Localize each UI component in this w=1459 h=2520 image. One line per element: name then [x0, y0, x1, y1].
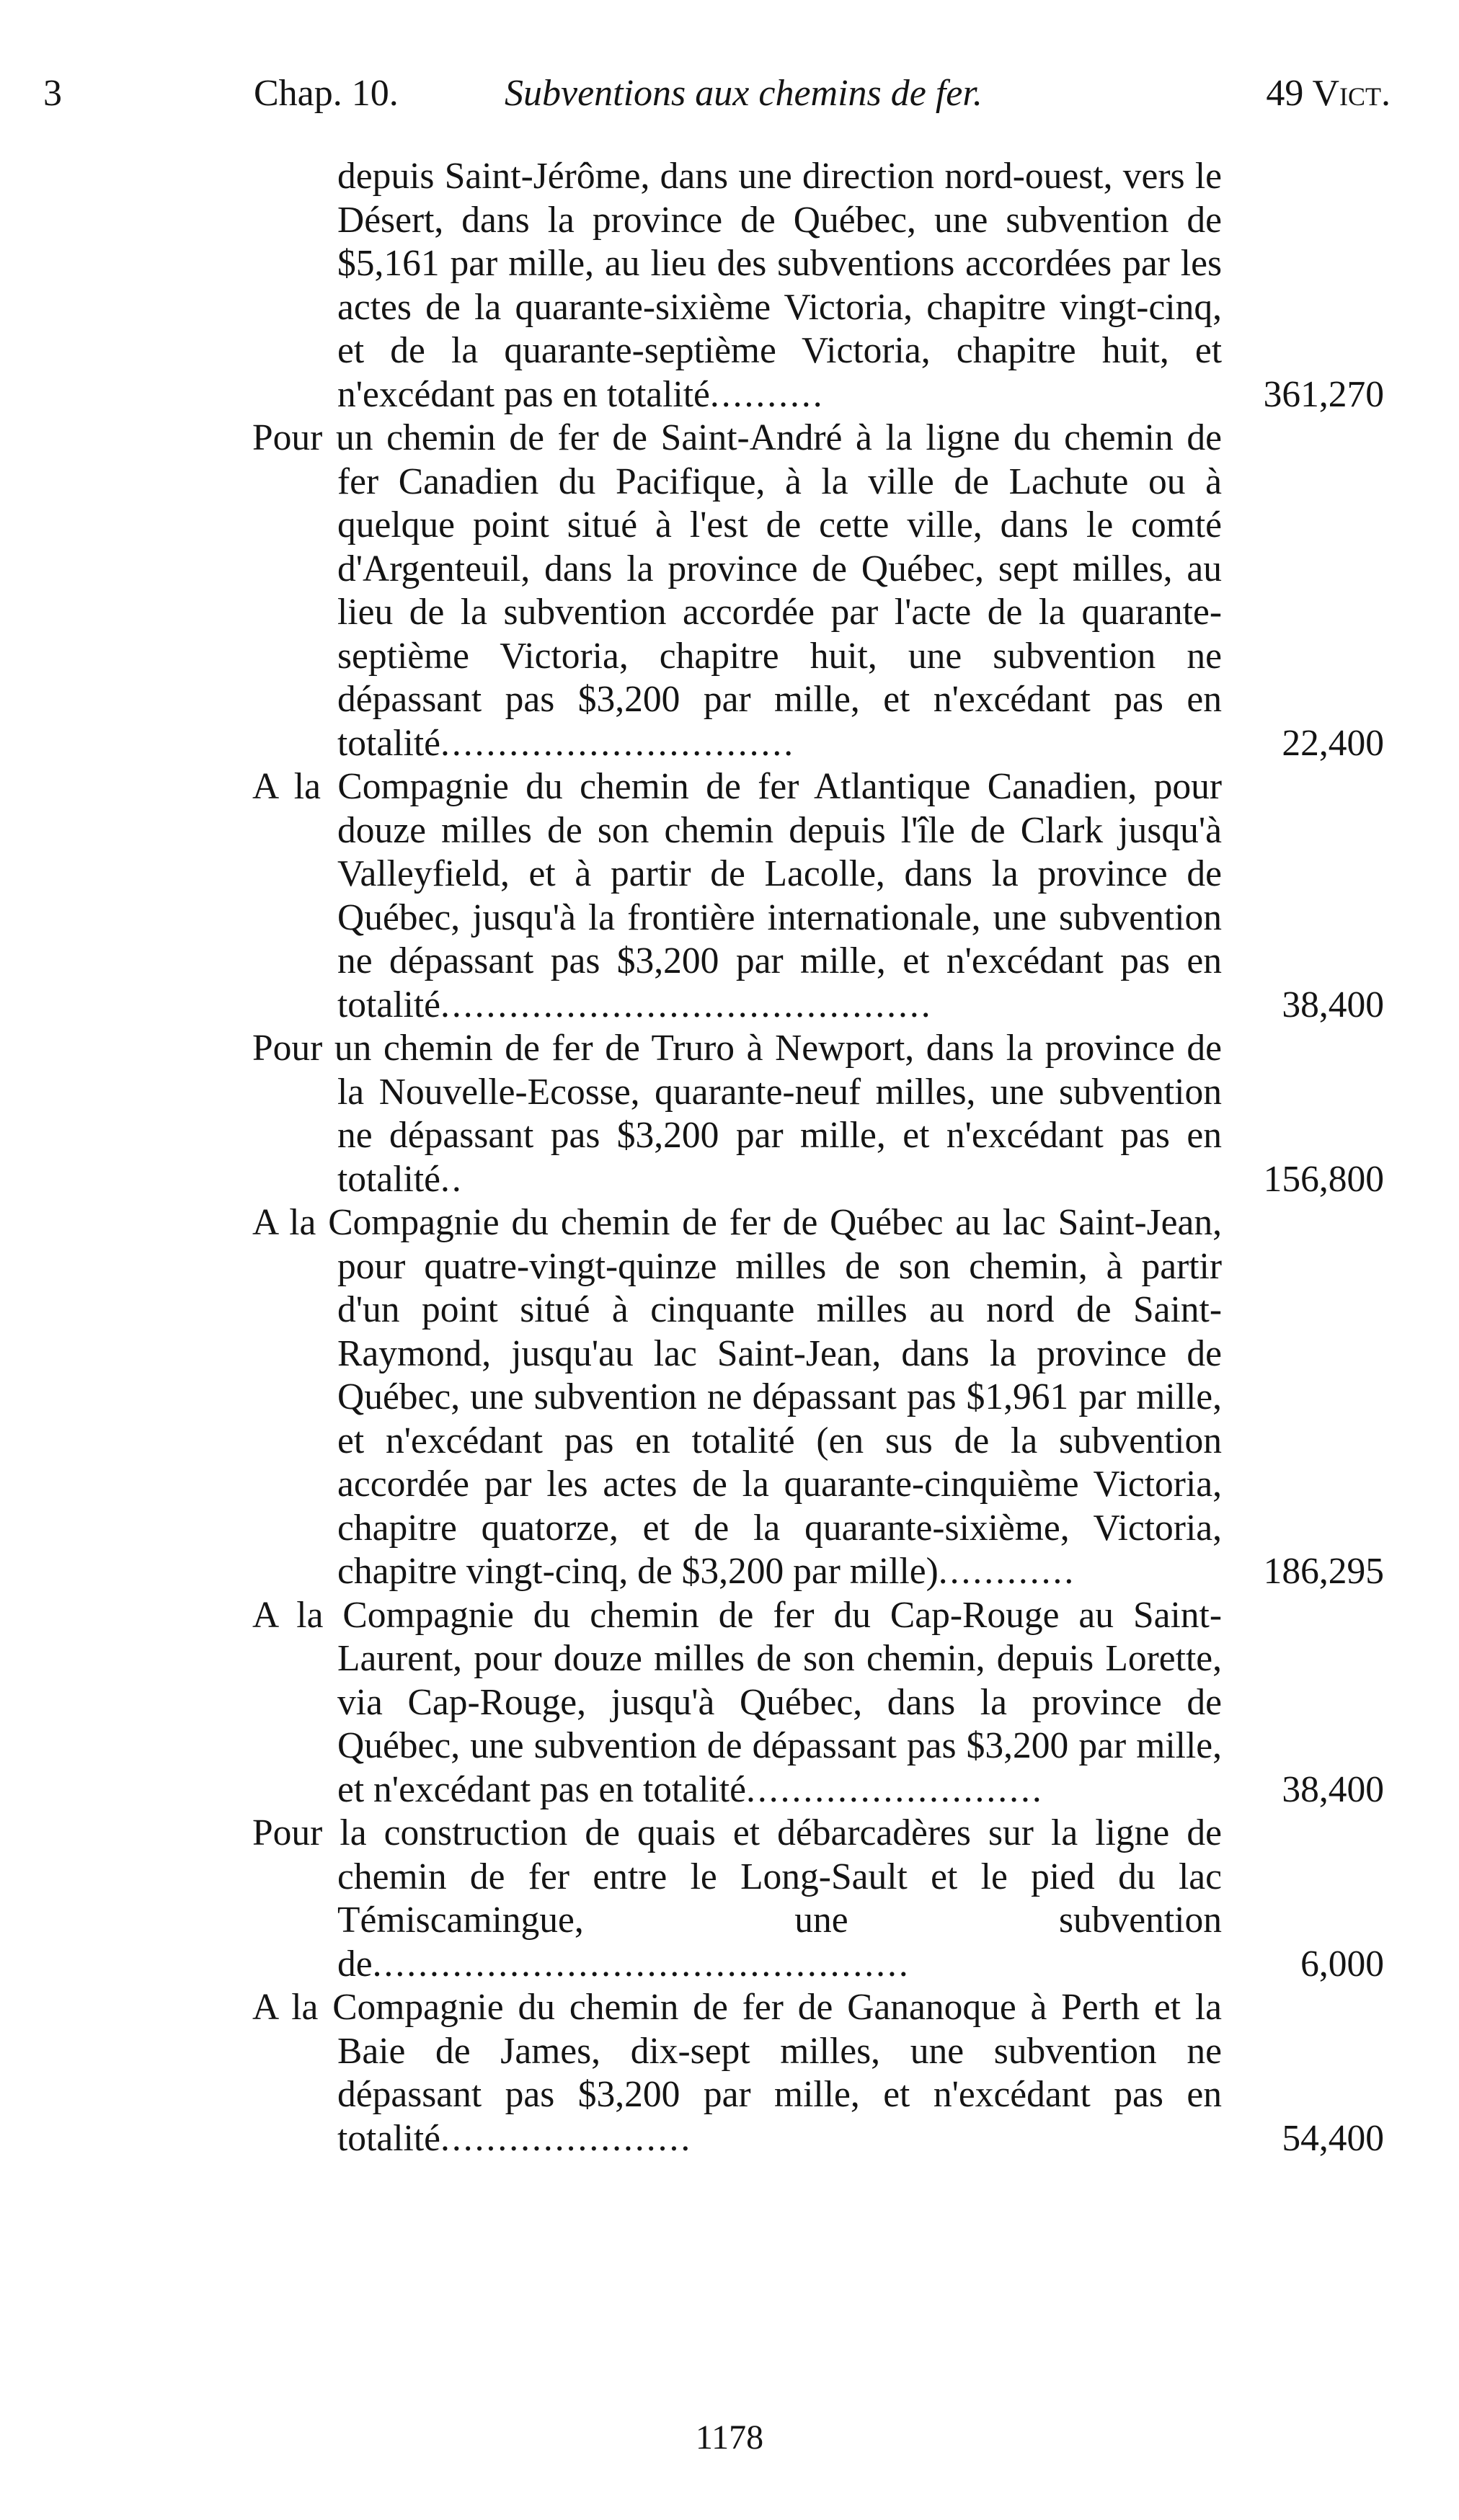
header-regnal-year: 49 Vict.	[1266, 73, 1391, 114]
entry-description: depuis Saint-Jérôme, dans une direction nord-ouest, vers le Désert, dans la province de Québec, une subvention de $5,161 par mille, au lieu des subventions accordées par les actes de la quarante-sixième Victoria, chapitre vingt-cinq, et de la quarante-septième Victoria, chapitre huit, et n'excédant pas en totalité	[337, 156, 1222, 415]
dot-leader: ...........................................	[440, 984, 933, 1025]
subsidy-list	[252, 155, 1398, 2160]
entry-amount: 156,800	[1263, 1158, 1384, 1200]
entry-amount: 22,400	[1282, 722, 1384, 764]
entry-description: A la Compagnie du chemin de fer de Gananoque à Perth et la Baie de James, dix-sept milles, une subvention ne dépassant pas $3,200 par mille, et n'excédant pas en totalité	[252, 1987, 1222, 2159]
entry-description: A la Compagnie du chemin de fer de Québec au lac Saint-Jean, pour quatre-vingt-quinze milles de son chemin, à partir d'un point situé à cinquante milles au nord de Saint-Raymond, jusqu'au lac Saint-Jean, dans la province de Québec, une subvention ne dépassant pas $1,961 par mille, et n'excédant pas en totalité (en sus de la subvention accordée par les actes de la quarante-cinquième Victoria, chapitre quatorze, et de la quarante-sixième, Victoria, chapitre vingt-cinq, de $3,200 par mille)	[252, 1202, 1222, 1592]
subsidy-entry	[252, 1812, 1398, 1986]
entry-text-block	[252, 1986, 1222, 2160]
entry-amount: 186,295	[1263, 1551, 1384, 1592]
dot-leader: ............	[938, 1551, 1076, 1592]
entry-description: Pour un chemin de fer de Saint-André à la ligne du chemin de fer Canadien du Pacifique, à la ville de Lachute ou à quelque point situé à l'est de cette ville, dans le comté d'Argenteuil, dans la province de Québec, sept milles, au lieu de la subvention accordée par l'acte de la quarante-septième Victoria, chapitre huit, une subvention ne dépassant pas $3,200 par mille, et n'excédant pas en totalité	[252, 417, 1222, 764]
header-page-number: 3	[43, 73, 62, 114]
entry-amount: 54,400	[1282, 2117, 1384, 2159]
entry-text-block	[252, 1812, 1222, 1986]
page-number: 1178	[695, 2418, 764, 2457]
entry-text-block	[252, 765, 1222, 1027]
subsidy-entry	[252, 1027, 1398, 1201]
entry-amount: 38,400	[1282, 984, 1384, 1025]
subsidy-entry	[252, 1594, 1398, 1812]
entry-description: A la Compagnie du chemin de fer du Cap-Rouge au Saint-Laurent, pour douze milles de son chemin, depuis Lorette, via Cap-Rouge, jusqu'à Québec, dans la province de Québec, une subvention de dépassant pas $3,200 par mille, et n'excédant pas en totalité	[252, 1594, 1222, 1810]
entry-amount: 6,000	[1300, 1943, 1384, 1985]
entry-text-block	[252, 155, 1222, 417]
subsidy-entry	[252, 155, 1398, 417]
running-header	[0, 72, 1459, 130]
subsidy-entry	[252, 1986, 1398, 2160]
subsidy-entry	[252, 765, 1398, 1027]
dot-leader: ...............................................	[372, 1943, 910, 1985]
dot-leader: ..........	[709, 373, 825, 415]
dot-leader: ..	[440, 1158, 464, 1200]
entry-amount: 38,400	[1282, 1768, 1384, 1810]
entry-text-block	[252, 1594, 1222, 1812]
entry-description: A la Compagnie du chemin de fer Atlantique Canadien, pour douze milles de son chemin depuis l'île de Clark jusqu'à Valleyfield, et à partir de Lacolle, dans la province de Québec, jusqu'à la frontière internationale, une subvention ne dépassant pas $3,200 par mille, et n'excédant pas en totalité	[252, 766, 1222, 1025]
subsidy-entry	[252, 1201, 1398, 1594]
entry-description: Pour la construction de quais et débarcadères sur la ligne de chemin de fer entre le Long-Sault et le pied du lac Témiscamingue, une subvention de	[252, 1812, 1222, 1985]
entry-text-block	[252, 1027, 1222, 1201]
dot-leader: ......................	[440, 2117, 693, 2159]
dot-leader: ..........................	[745, 1768, 1044, 1810]
header-title: Subventions aux chemins de fer.	[505, 73, 983, 114]
dot-leader: ...............................	[440, 722, 796, 764]
entry-amount: 361,270	[1263, 373, 1384, 415]
header-chapter: Chap. 10.	[254, 73, 399, 114]
entry-text-block	[252, 417, 1222, 765]
entry-description: Pour un chemin de fer de Truro à Newport, dans la province de la Nouvelle-Ecosse, quarante-neuf milles, une subvention ne dépassant pas $3,200 par mille, et n'excédant pas en totalité	[252, 1028, 1222, 1200]
subsidy-entry	[252, 417, 1398, 765]
entry-text-block	[252, 1201, 1222, 1594]
